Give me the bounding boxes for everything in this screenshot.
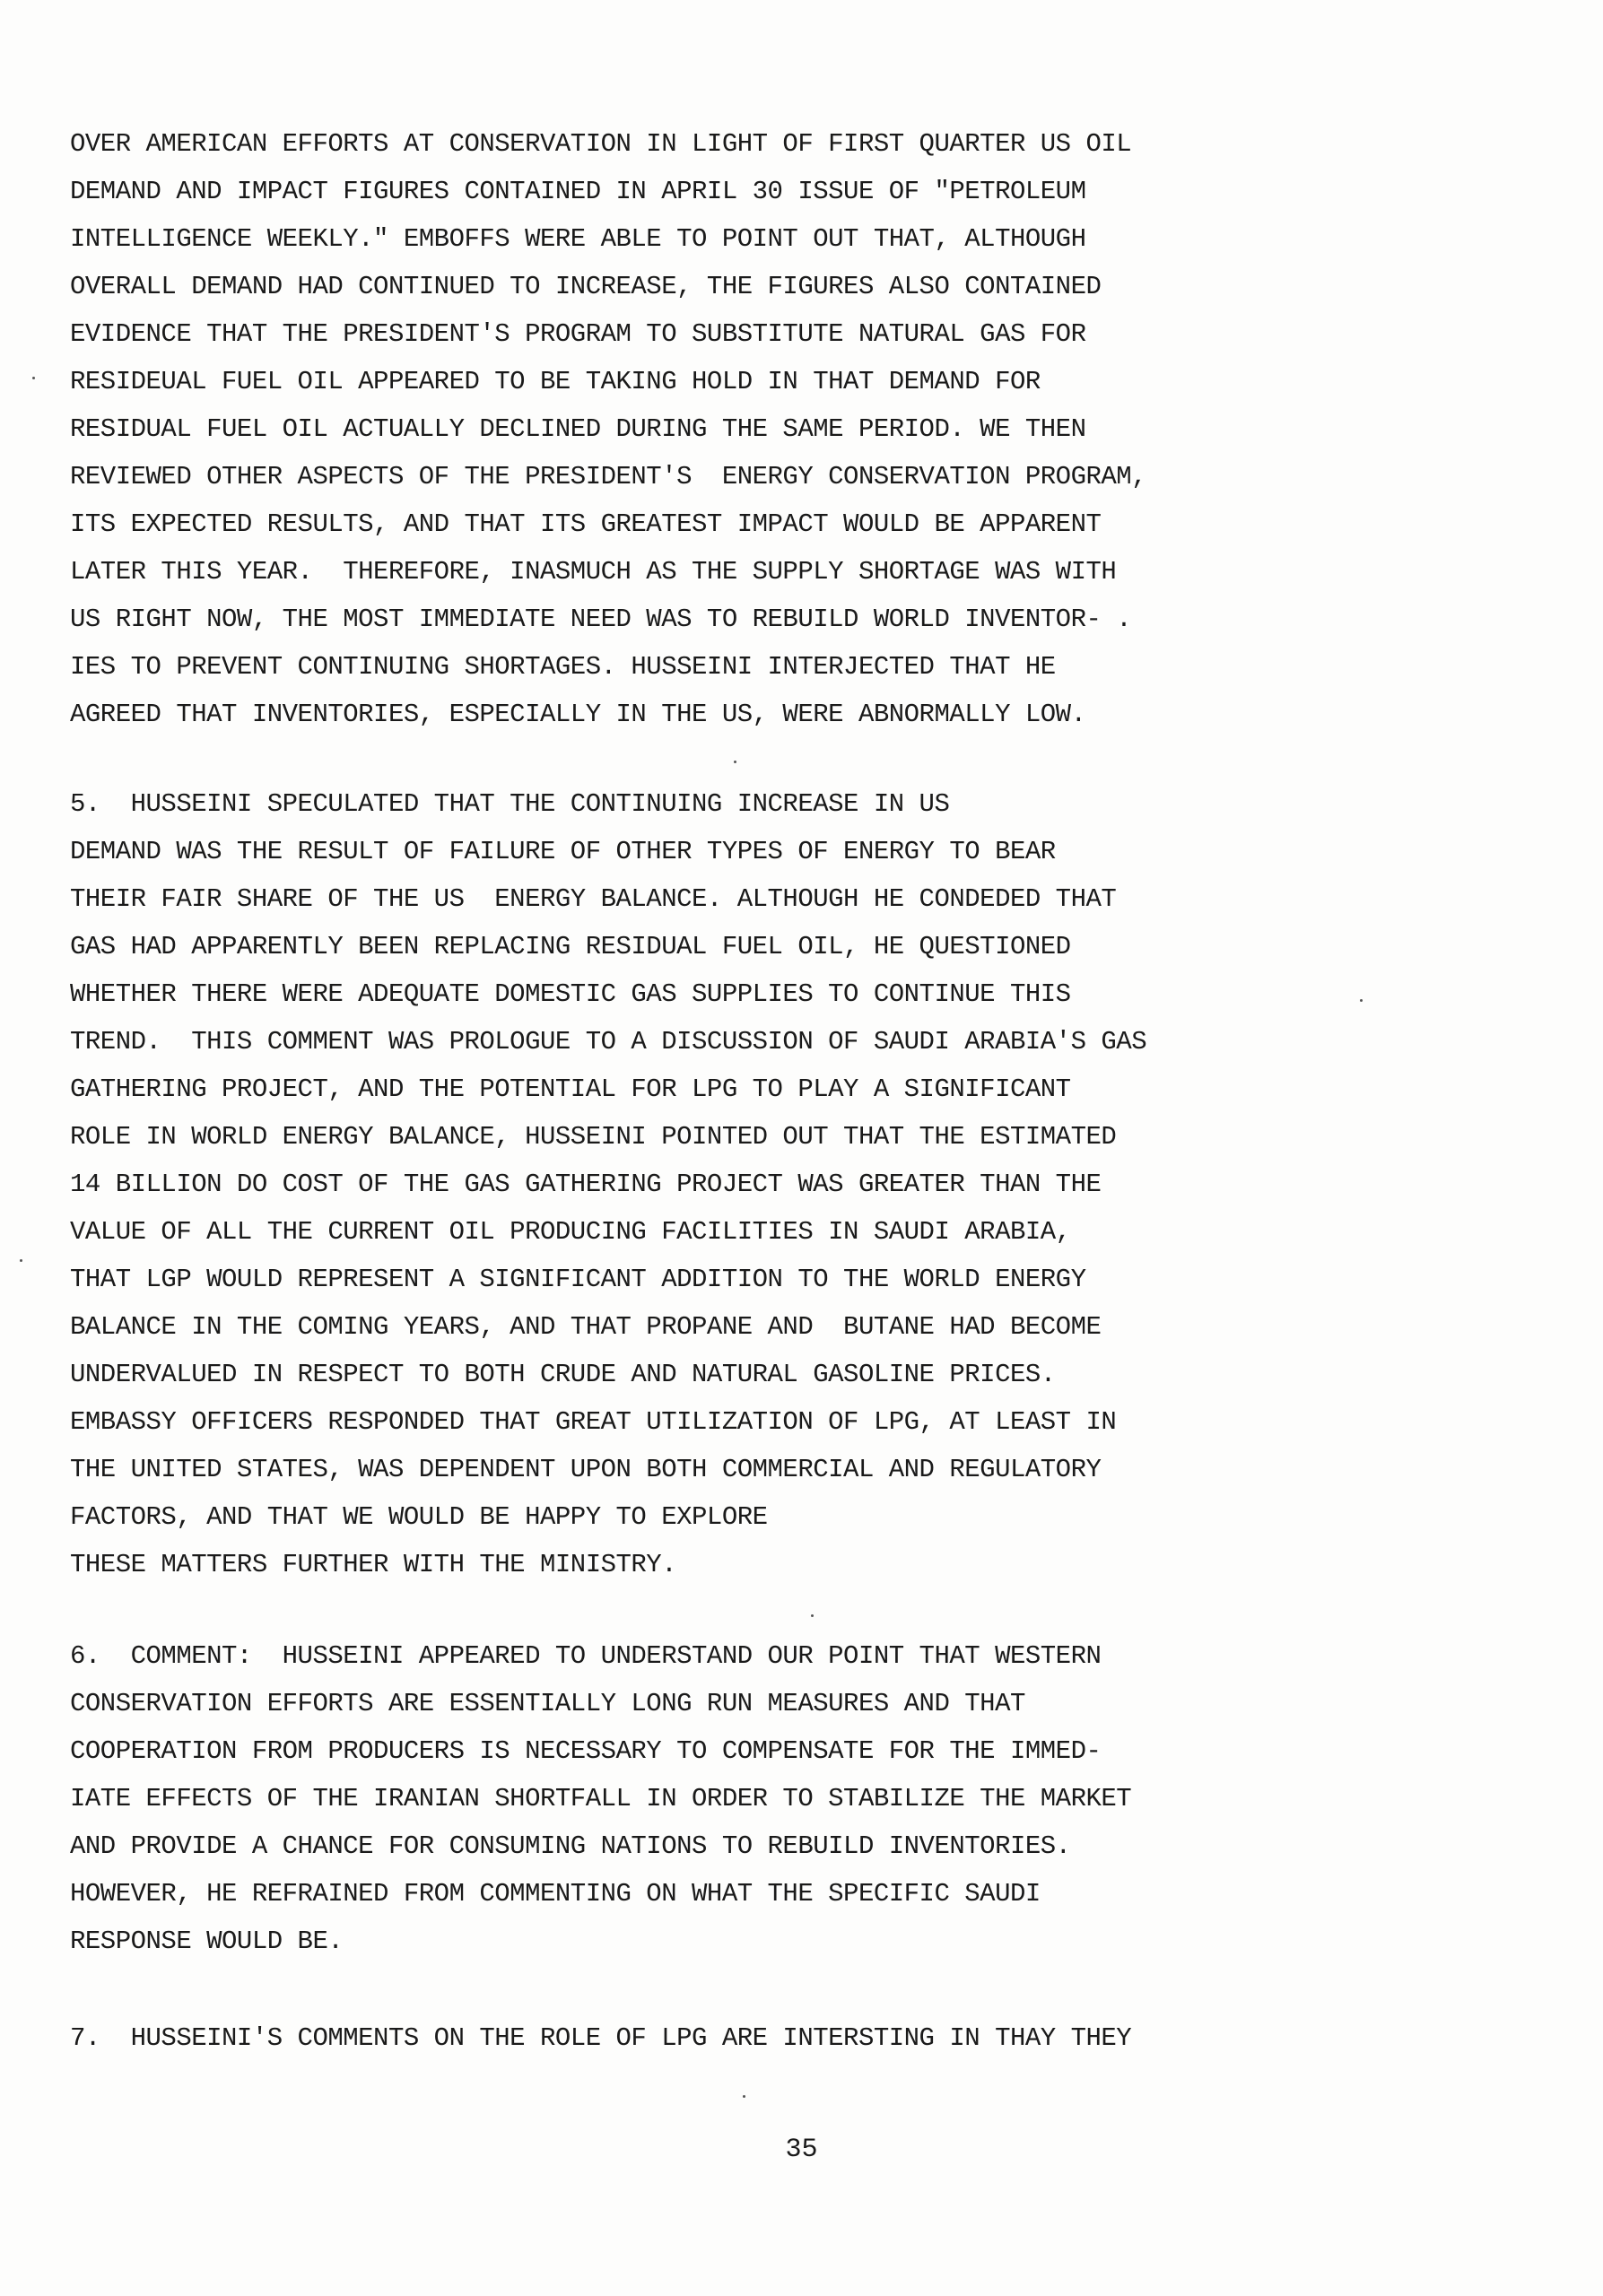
text-line: CONSERVATION EFFORTS ARE ESSENTIALLY LONG RUN MEASURES AND THAT — [70, 1689, 1025, 1718]
text-line: DEMAND AND IMPACT FIGURES CONTAINED IN APRIL 30 ISSUE OF "PETROLEUM — [70, 177, 1086, 206]
text-line: COOPERATION FROM PRODUCERS IS NECESSARY TO COMPENSATE FOR THE IMMED- — [70, 1736, 1102, 1766]
text-line: AGREED THAT INVENTORIES, ESPECIALLY IN THE US, WERE ABNORMALLY LOW. — [70, 700, 1086, 729]
text-line: THE UNITED STATES, WAS DEPENDENT UPON BOTH COMMERCIAL AND REGULATORY — [70, 1455, 1102, 1484]
text-line: GAS HAD APPARENTLY BEEN REPLACING RESIDUAL FUEL OIL, HE QUESTIONED — [70, 932, 1071, 961]
text-line: FACTORS, AND THAT WE WOULD BE HAPPY TO EXPLORE — [70, 1502, 768, 1532]
text-line: THAT LGP WOULD REPRESENT A SIGNIFICANT ADDITION TO THE WORLD ENERGY — [70, 1265, 1086, 1294]
scan-speck — [734, 761, 736, 763]
page-number: 35 — [785, 2135, 818, 2165]
text-line: AND PROVIDE A CHANCE FOR CONSUMING NATIONS TO REBUILD INVENTORIES. — [70, 1831, 1071, 1861]
text-line: ROLE IN WORLD ENERGY BALANCE, HUSSEINI POINTED OUT THAT THE ESTIMATED — [70, 1122, 1117, 1152]
text-line: WHETHER THERE WERE ADEQUATE DOMESTIC GAS SUPPLIES TO CONTINUE THIS — [70, 979, 1071, 1009]
text-line: 6. COMMENT: HUSSEINI APPEARED TO UNDERSTAND OUR POINT THAT WESTERN — [70, 1641, 1102, 1671]
text-line: VALUE OF ALL THE CURRENT OIL PRODUCING FACILITIES IN SAUDI ARABIA, — [70, 1217, 1071, 1247]
text-line: INTELLIGENCE WEEKLY." EMBOFFS WERE ABLE TO POINT OUT THAT, ALTHOUGH — [70, 224, 1086, 254]
text-line: 14 BILLION DO COST OF THE GAS GATHERING PROJECT WAS GREATER THAN THE — [70, 1170, 1102, 1199]
text-line: BALANCE IN THE COMING YEARS, AND THAT PROPANE AND BUTANE HAD BECOME — [70, 1312, 1102, 1342]
text-line: EMBASSY OFFICERS RESPONDED THAT GREAT UTILIZATION OF LPG, AT LEAST IN — [70, 1407, 1117, 1437]
scan-speck — [811, 1614, 814, 1617]
paragraph-6-comment — [70, 1632, 1227, 1965]
text-line: TREND. THIS COMMENT WAS PROLOGUE TO A DISCUSSION OF SAUDI ARABIA'S GAS — [70, 1027, 1147, 1057]
text-line: REVIEWED OTHER ASPECTS OF THE PRESIDENT'S ENERGY CONSERVATION PROGRAM, — [70, 462, 1147, 491]
text-line: GATHERING PROJECT, AND THE POTENTIAL FOR LPG TO PLAY A SIGNIFICANT — [70, 1074, 1071, 1104]
paragraph-4-continued — [70, 120, 1227, 738]
text-line: RESIDUAL FUEL OIL ACTUALLY DECLINED DURING THE SAME PERIOD. WE THEN — [70, 414, 1086, 444]
paragraph-7 — [70, 2014, 1227, 2062]
paragraph-5 — [70, 780, 1227, 1588]
text-line: LATER THIS YEAR. THEREFORE, INASMUCH AS THE SUPPLY SHORTAGE WAS WITH — [70, 557, 1117, 587]
scan-speck — [743, 2095, 745, 2098]
text-line: OVERALL DEMAND HAD CONTINUED TO INCREASE, THE FIGURES ALSO CONTAINED — [70, 272, 1102, 301]
text-line: UNDERVALUED IN RESPECT TO BOTH CRUDE AND NATURAL GASOLINE PRICES. — [70, 1360, 1056, 1389]
scan-speck — [32, 377, 35, 379]
text-line: IES TO PREVENT CONTINUING SHORTAGES. HUSSEINI INTERJECTED THAT HE — [70, 652, 1056, 682]
text-line: THESE MATTERS FURTHER WITH THE MINISTRY. — [70, 1550, 677, 1579]
text-line: 7. HUSSEINI'S COMMENTS ON THE ROLE OF LPG ARE INTERSTING IN THAY THEY — [70, 2023, 1132, 2053]
text-line: US RIGHT NOW, THE MOST IMMEDIATE NEED WAS TO REBUILD WORLD INVENTOR- . — [70, 604, 1132, 634]
text-line: RESPONSE WOULD BE. — [70, 1926, 344, 1956]
text-line: IATE EFFECTS OF THE IRANIAN SHORTFALL IN ORDER TO STABILIZE THE MARKET — [70, 1784, 1132, 1813]
text-line: HOWEVER, HE REFRAINED FROM COMMENTING ON WHAT THE SPECIFIC SAUDI — [70, 1879, 1041, 1909]
scan-speck — [20, 1259, 22, 1262]
text-line: THEIR FAIR SHARE OF THE US ENERGY BALANCE. ALTHOUGH HE CONDEDED THAT — [70, 884, 1117, 914]
text-line: 5. HUSSEINI SPECULATED THAT THE CONTINUING INCREASE IN US — [70, 789, 950, 819]
text-line: EVIDENCE THAT THE PRESIDENT'S PROGRAM TO SUBSTITUTE NATURAL GAS FOR — [70, 319, 1086, 349]
text-line: ITS EXPECTED RESULTS, AND THAT ITS GREATEST IMPACT WOULD BE APPARENT — [70, 509, 1102, 539]
text-line: DEMAND WAS THE RESULT OF FAILURE OF OTHER TYPES OF ENERGY TO BEAR — [70, 837, 1056, 866]
scan-speck — [1360, 999, 1363, 1002]
text-line: RESIDEUAL FUEL OIL APPEARED TO BE TAKING HOLD IN THAT DEMAND FOR — [70, 367, 1041, 396]
text-line: OVER AMERICAN EFFORTS AT CONSERVATION IN LIGHT OF FIRST QUARTER US OIL — [70, 129, 1132, 159]
